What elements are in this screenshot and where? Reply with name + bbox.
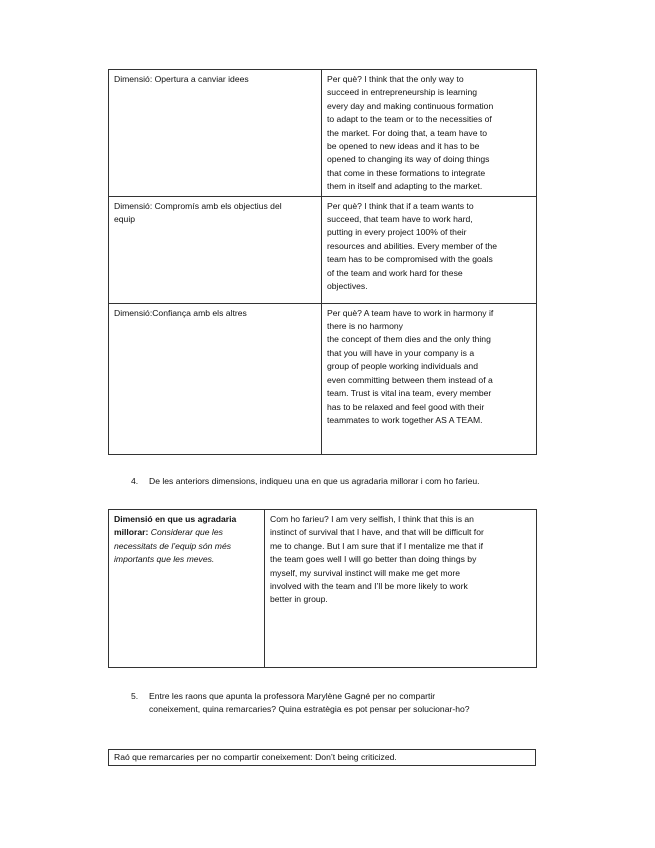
reason-table — [108, 749, 536, 766]
answer-text: Com ho farieu? I am very selfish, I think that this is an instinct of survival that I have, and that will be difficult for me to change. But I am sure that if I mentalize me that if the team goes well I will go better than doing things by myself, my survival instinct will make me get more involved with the team and I’ll be more likely to work better in group. — [270, 514, 484, 605]
dimension-cell — [109, 510, 265, 668]
table-row — [109, 510, 537, 668]
dimension-label: Dimensió en que us agradaria millorar: — [114, 514, 237, 538]
question-number: 5. — [131, 691, 139, 701]
answer-cell — [322, 70, 537, 197]
question-4 — [131, 475, 480, 488]
dimension-cell — [109, 70, 322, 197]
question-text-line1: Entre les raons que apunta la professora Marylène Gagné per no compartir — [149, 691, 436, 701]
dimensions-table — [108, 69, 537, 455]
dimension-label: Dimensió: Opertura a canviar idees — [114, 74, 249, 84]
dimension-cell — [109, 303, 322, 454]
table-row — [109, 303, 537, 454]
table-row — [109, 196, 537, 303]
dimension-label: Dimensió: Compromís amb els objectius del equip — [114, 200, 282, 225]
table-row — [109, 70, 537, 197]
answer-text: Per què? A team have to work in harmony if there is no harmony the concept of them dies and the only thing that you will have in your company is a group of people working individuals and even committing between them instead of a team. Trust is vital ina team, every member has to be relaxed and feel good with their teammates to work together AS A TEAM. — [327, 307, 494, 425]
answer-text: Per què? I think that if a team wants to succeed, that team have to work hard, putting in every project 100% of their resources and abilities. Every member of the team has to be compromised with the goals of the team and work hard for these objectives. — [327, 200, 498, 292]
question-text-line2: coneixement, quina remarcaries? Quina estratègia es pot pensar per solucionar-ho? — [149, 704, 470, 715]
improvement-table — [108, 509, 537, 668]
question-5 — [131, 690, 470, 717]
dimension-note: Considerar que les necessitats de l’equip són més importants que les meves. — [114, 527, 232, 565]
dimension-label: Dimensió:Confiança amb els altres — [114, 307, 247, 318]
answer-cell — [322, 196, 537, 303]
dimension-cell — [109, 196, 322, 303]
question-text: De les anteriors dimensions, indiqueu una en que us agradaria millorar i com ho farieu. — [149, 476, 480, 486]
answer-text: Per què? I think that the only way to succeed in entrepreneurship is learning every day and making continuous formation to adapt to the team or to the necessities of the market. For doing that, a team have to be opened to new ideas and it has to be opened to changing its way of doing things that come in these formations to integrate them in itself and adapting to the market. — [327, 74, 494, 192]
answer-cell — [322, 303, 537, 454]
reason-text: Raó que remarcaries per no compartir coneixement: Don’t being criticized. — [114, 752, 397, 762]
answer-cell — [265, 510, 537, 668]
question-number: 4. — [131, 476, 139, 486]
reason-cell — [109, 750, 536, 766]
table-row — [109, 750, 536, 766]
